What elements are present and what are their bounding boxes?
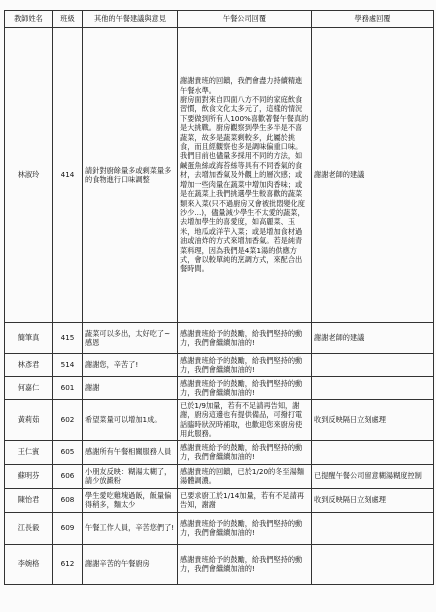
header-class: 班級: [53, 11, 83, 28]
company-reply: 感謝貴班的回饋，已於1/20的冬至湯麵湯體調濃。: [178, 464, 312, 488]
teacher-name: 陳怡君: [5, 488, 53, 512]
company-reply: 感謝貴班給予的鼓勵，給我們堅持的動力，我們會繼續加油的!: [178, 512, 312, 544]
table-row: [5, 354, 434, 377]
teacher-name: 王仁賓: [5, 440, 53, 464]
table-header-row: [5, 11, 434, 28]
opinion-text: 感謝所有午餐相關服務人員: [83, 440, 178, 464]
table-row: [5, 377, 434, 400]
table-row: [5, 323, 434, 354]
opinion-text: 午餐工作人員，辛苦您們了!: [83, 512, 178, 544]
table-row: [5, 544, 434, 584]
table-row: [5, 512, 434, 544]
opinion-text: 蔬菜可以多出，太好吃了~感恩: [83, 323, 178, 354]
header-opinion: 其他的午餐建議與意見: [83, 11, 178, 28]
company-reply: 已於1/9加量，若有不足請再告知，謝謝，廚房這邊也有提供備品，可撥打電話臨時狀況時補取，也歡迎您來廚房使用此服務。: [178, 400, 312, 441]
class-number: 414: [53, 28, 83, 323]
class-number: 606: [53, 464, 83, 488]
company-reply: 感謝貴班給予的鼓勵，給我們堅持的動力，我們會繼續加油的!: [178, 544, 312, 584]
office-reply: [312, 354, 434, 377]
opinion-text: 謝謝您，辛苦了!: [83, 354, 178, 377]
class-number: 415: [53, 323, 83, 354]
company-reply: 感謝貴班給予的鼓勵，給我們堅持的動力，我們會繼續加油的!: [178, 440, 312, 464]
class-number: 612: [53, 544, 83, 584]
opinion-text: 謝謝: [83, 377, 178, 400]
opinion-text: 學生愛吃雞塊過飯，飯量偏得稍多，麵太少: [83, 488, 178, 512]
office-reply: 已提醒午餐公司留意糊湯糊度控制: [312, 464, 434, 488]
opinion-text: 希望菜量可以增加1成。: [83, 400, 178, 441]
table-row: [5, 464, 434, 488]
company-reply: 感謝貴班給予的鼓勵，給我們堅持的動力，我們會繼續加油的!: [178, 323, 312, 354]
opinion-text: 請針對廚餘量多或剩菜量多的食物進行口味調整: [83, 28, 178, 323]
office-reply: [312, 544, 434, 584]
table-row: [5, 400, 434, 441]
office-reply: 謝謝老師的建議: [312, 323, 434, 354]
table-row: [5, 28, 434, 323]
opinion-text: 謝謝辛苦的午餐廚房: [83, 544, 178, 584]
teacher-name: 何嘉仁: [5, 377, 53, 400]
teacher-name: 江長毅: [5, 512, 53, 544]
teacher-name: 黃莉茹: [5, 400, 53, 441]
lunch-feedback-table: [4, 10, 434, 585]
office-reply: 收到反映隔日立刻處理: [312, 400, 434, 441]
class-number: 514: [53, 354, 83, 377]
office-reply: 收到反映隔日立刻處理: [312, 488, 434, 512]
teacher-name: 蘇明芬: [5, 464, 53, 488]
teacher-name: 林淑玲: [5, 28, 53, 323]
header-office-reply: 學務處回覆: [312, 11, 434, 28]
opinion-text: 小朋友反映：糊湯太糊了，請少放澱粉: [83, 464, 178, 488]
table-row: [5, 440, 434, 464]
office-reply: 謝謝老師的建議: [312, 28, 434, 323]
teacher-name: 林彥君: [5, 354, 53, 377]
class-number: 605: [53, 440, 83, 464]
office-reply: [312, 512, 434, 544]
company-reply: 謝謝貴班的回饋，我們會盡力持續精進午餐水準。 廚房面對來自四面八方不同的家庭飲食習慣，飲食文化太多元了，這樣的情況下要做到所有人100%喜歡著餐午餐真的是大挑戰。廚房觀察到學生多半是不喜蔬菜，故多是蔬菜剩較多，此屬於挑食，而且經觀察也多是調味偏重口味。我們目前也儘量多採用不同的方法，如鹹蛋魚絲或海苔絲等具有不同香氣的食材，去增加香氣及外觀上的層次感；或增加一些肉量在蔬菜中增加肉香味；或是在蔬菜上我們挑選學生較喜歡的蔬菜類來入菜(只不過廚房又會被批悶變化度沙少...)，儘量減少學生不太愛的蔬菜，去增加學生的喜愛度，如高麗菜、玉米，地瓜或洋芋入菜；或是增加食材過油或油炸的方式來增加香氣。若是純青菜料理，因為我們是4菜1湯的供應方式，會以較單純的烹調方式，來配合出餐時間。: [178, 28, 312, 323]
teacher-name: 李婉格: [5, 544, 53, 584]
class-number: 602: [53, 400, 83, 441]
company-reply: 感謝貴班給予的鼓勵，給我們堅持的動力，我們會繼續加油的!: [178, 354, 312, 377]
office-reply: [312, 377, 434, 400]
teacher-name: 簡筆真: [5, 323, 53, 354]
class-number: 601: [53, 377, 83, 400]
company-reply: 已要求廚工於1/14加量，若有不足請再告知，謝謝: [178, 488, 312, 512]
class-number: 609: [53, 512, 83, 544]
table-row: [5, 488, 434, 512]
header-teacher: 教師姓名: [5, 11, 53, 28]
office-reply: [312, 440, 434, 464]
header-company-reply: 午餐公司回覆: [178, 11, 312, 28]
class-number: 608: [53, 488, 83, 512]
company-reply: 感謝貴班給予的鼓勵，給我們堅持的動力，我們會繼續加油的!: [178, 377, 312, 400]
